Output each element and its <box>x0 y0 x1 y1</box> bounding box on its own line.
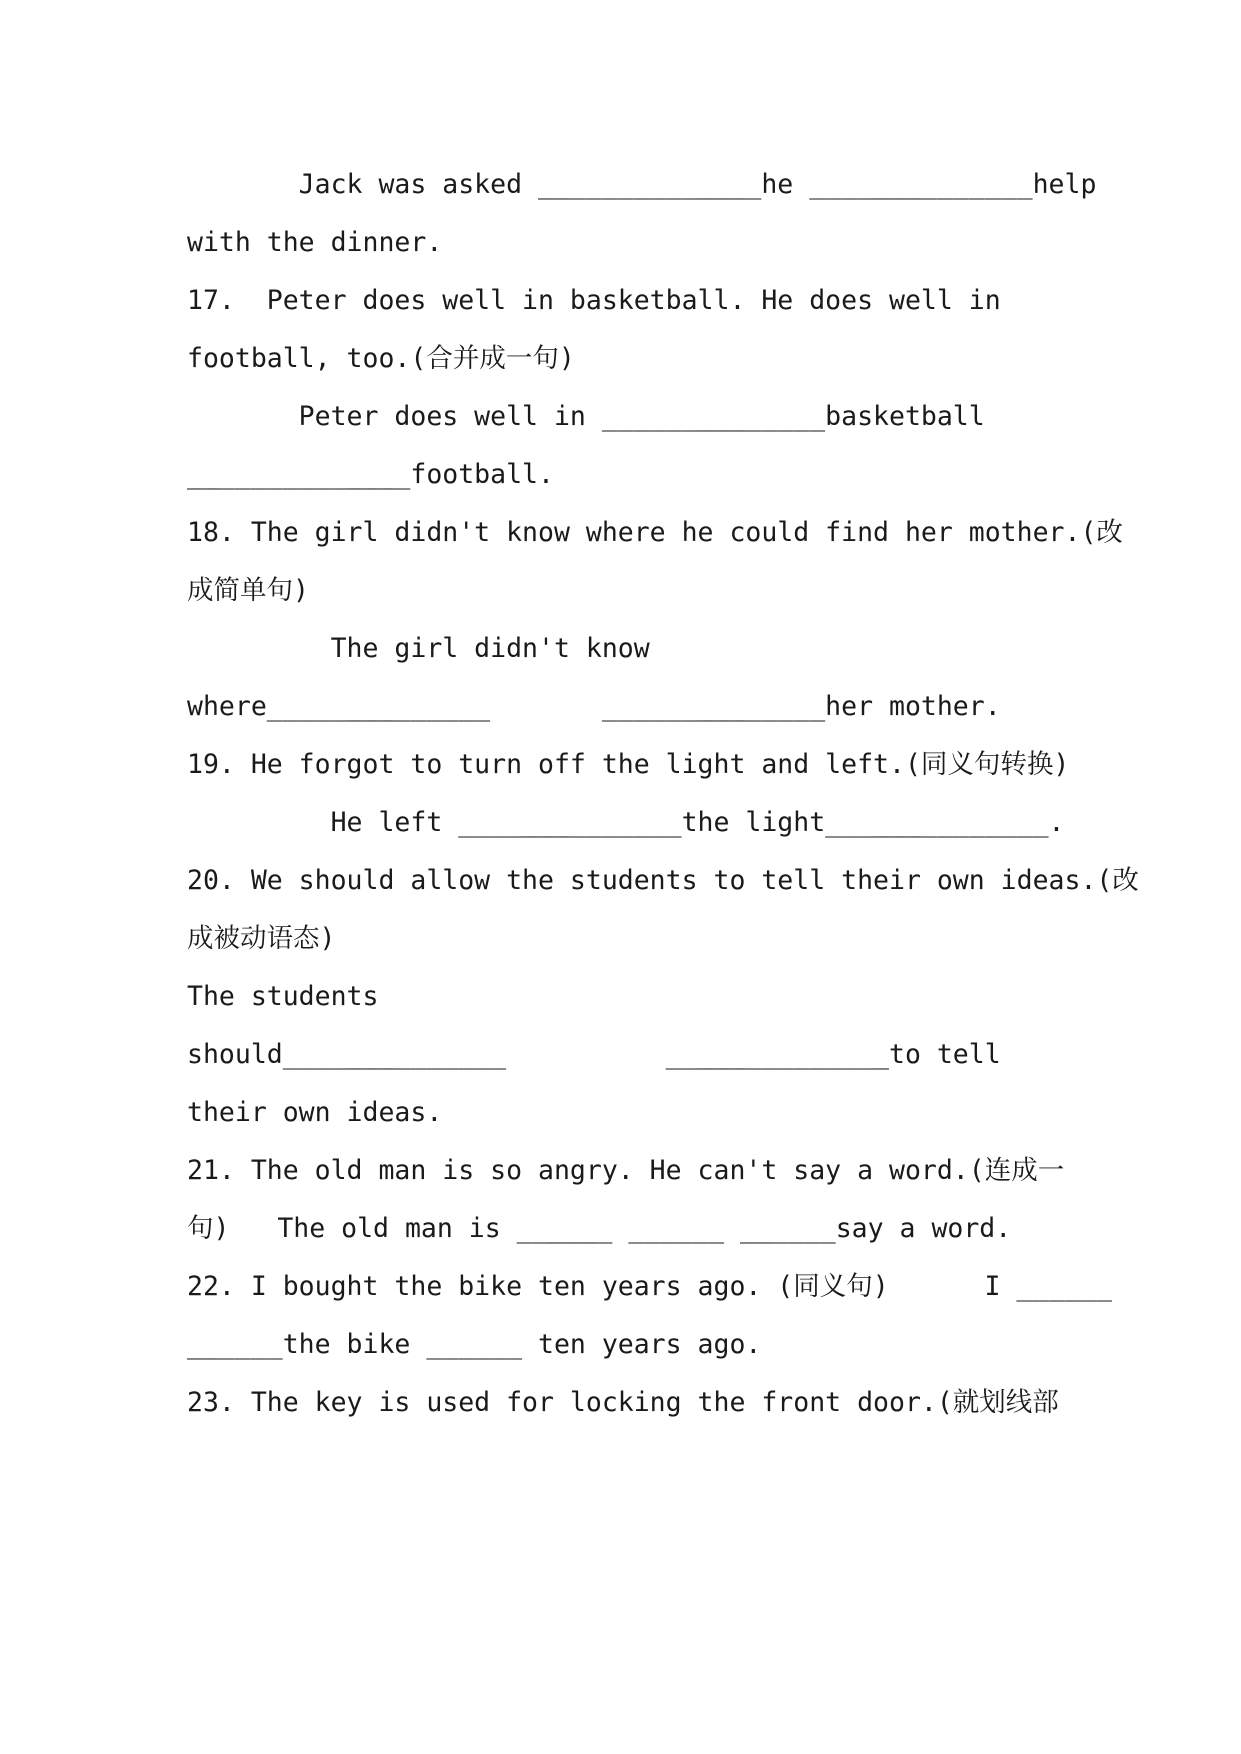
text-line <box>187 1093 1107 1133</box>
text-line <box>187 165 1107 205</box>
line-text: ______the bike ______ ten years ago. <box>187 1329 762 1360</box>
line-text: their own ideas. <box>187 1097 443 1128</box>
line-text: 20. We should allow the students to tell their own ideas.(改 <box>187 865 1139 896</box>
line-text: 句) The old man is ______ ______ ______say a word. <box>187 1213 1012 1244</box>
line-text: ______________football. <box>187 459 554 490</box>
text-line <box>187 803 1107 843</box>
text-line <box>187 397 1107 437</box>
line-text: 23. The key is used for locking the front door.(就划线部 <box>187 1387 1059 1418</box>
text-line <box>187 1035 1107 1075</box>
question-19 <box>187 745 1107 785</box>
text-line <box>187 977 1107 1017</box>
question-23 <box>187 1383 1107 1423</box>
text-line <box>187 571 1107 611</box>
line-text: 成简单句) <box>187 575 309 606</box>
line-text: The students <box>187 981 379 1012</box>
line-text: 21. The old man is so angry. He can't say a word.(连成一 <box>187 1155 1065 1186</box>
line-text: should______________ ______________to tell <box>187 1039 1001 1070</box>
question-20 <box>187 861 1139 901</box>
line-text: 19. He forgot to turn off the light and left.(同义句转换) <box>187 749 1070 780</box>
line-text: 18. The girl didn't know where he could find her mother.(改 <box>187 517 1123 548</box>
text-line <box>187 1325 1107 1365</box>
text-line <box>187 455 1107 495</box>
text-line <box>187 223 1107 263</box>
line-text: The girl didn't know <box>187 633 650 664</box>
text-line <box>187 1209 1107 1249</box>
text-line <box>187 629 1107 669</box>
line-text: football, too.(合并成一句) <box>187 343 575 374</box>
text-line <box>187 919 1107 959</box>
line-text: Jack was asked ______________he ______________help <box>187 169 1097 200</box>
line-text: 成被动语态) <box>187 923 336 954</box>
line-text: He left ______________the light______________. <box>187 807 1065 838</box>
text-line <box>187 687 1107 727</box>
line-text: where______________ ______________her mother. <box>187 691 1001 722</box>
line-text: Peter does well in ______________basketball <box>187 401 985 432</box>
line-text: 17. Peter does well in basketball. He does well in <box>187 285 1001 316</box>
question-18 <box>187 513 1123 553</box>
text-line <box>187 339 1107 379</box>
question-21 <box>187 1151 1107 1191</box>
line-text: with the dinner. <box>187 227 443 258</box>
question-22 <box>187 1267 1113 1307</box>
line-text: 22. I bought the bike ten years ago. (同义句) I ______ <box>187 1271 1113 1302</box>
question-17 <box>187 281 1107 321</box>
